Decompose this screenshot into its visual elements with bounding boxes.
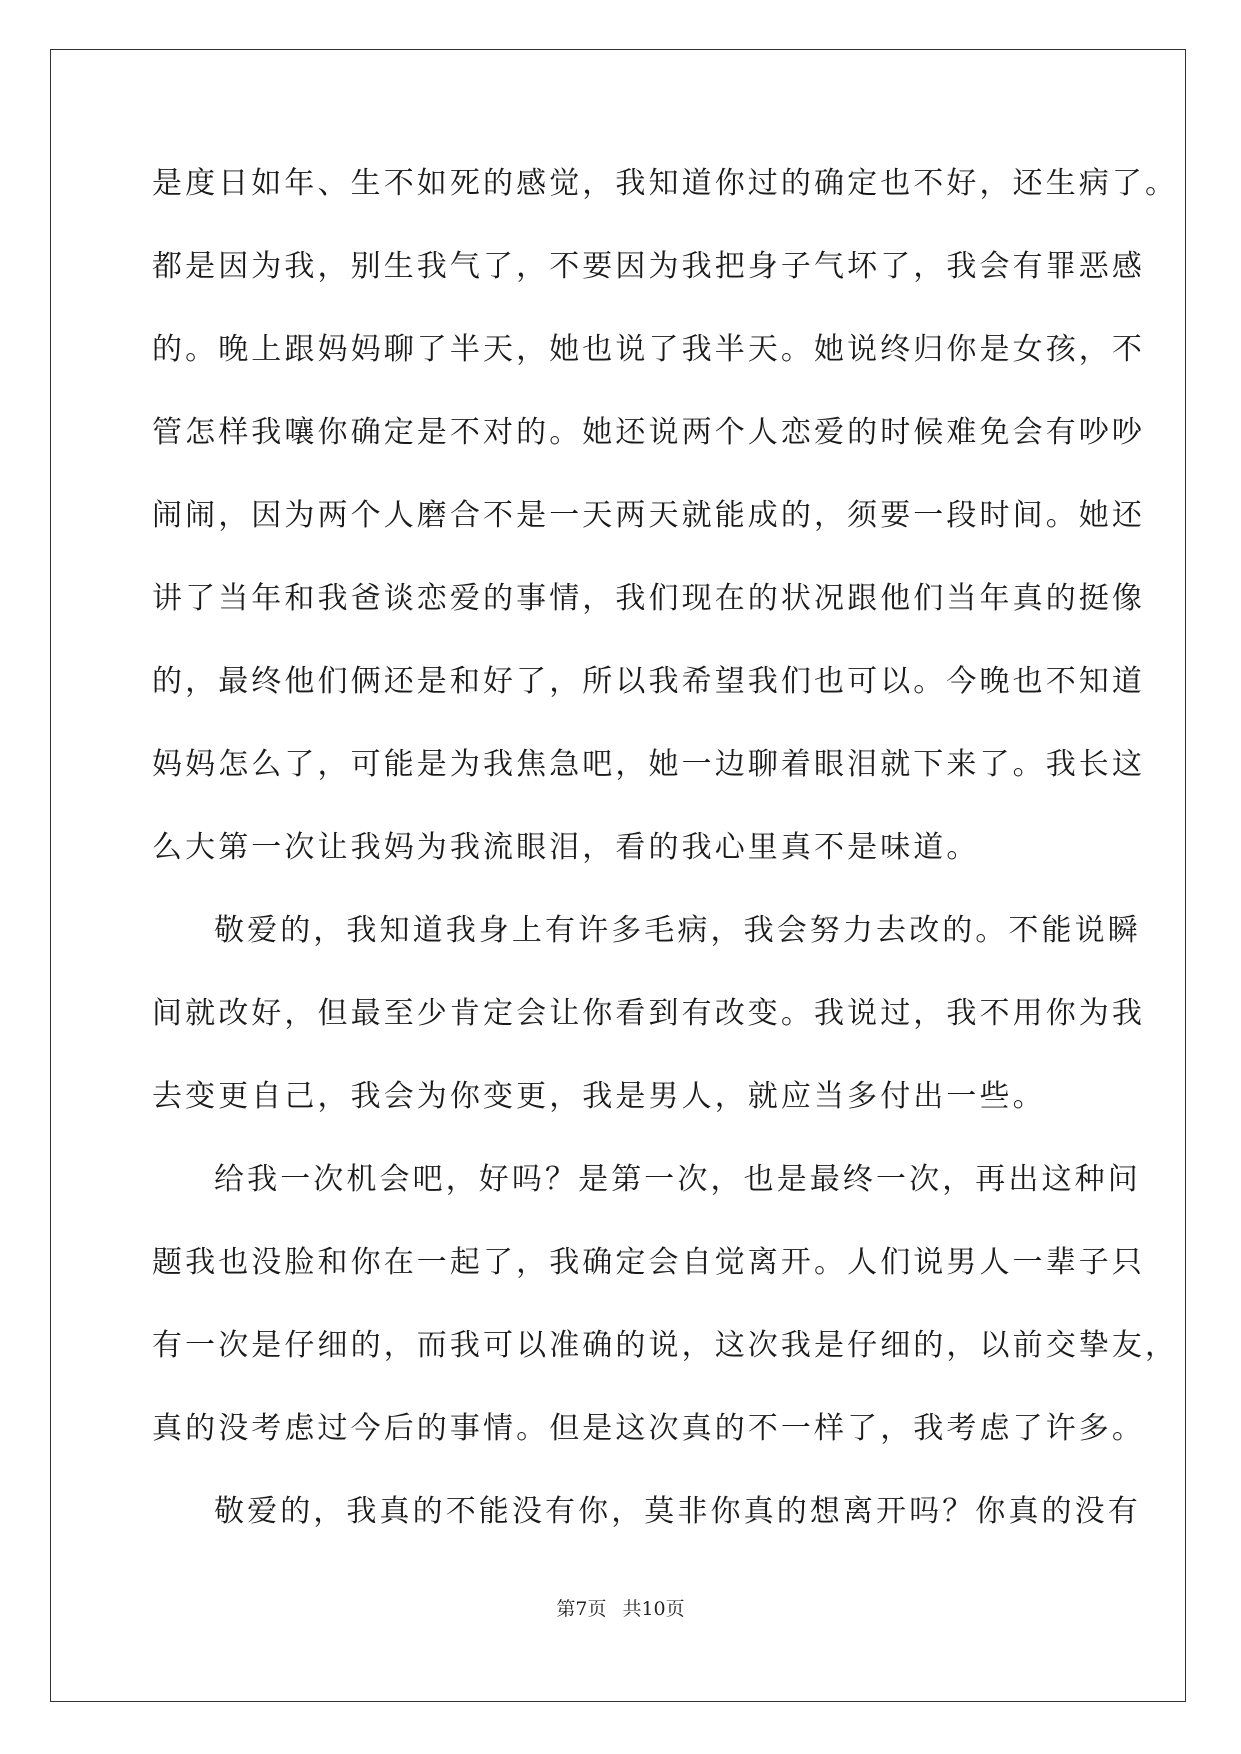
document-body: [152, 160, 1179, 1571]
text-line: 的。晚上跟妈妈聊了半天，她也说了我半天。她说终归你是女孩，不: [152, 332, 1145, 367]
text-line: 么大第一次让我妈为我流眼泪，看的我心里真不是味道。: [152, 830, 980, 865]
page-number-current: 第7页: [556, 1598, 607, 1620]
text-line: 是度日如年、生不如死的感觉，我知道你过的确定也不好，还生病了。: [152, 166, 1179, 201]
page-footer: [0, 1594, 1241, 1621]
paragraph-first-line: 敬爱的，我真的不能没有你，莫非你真的想离开吗？你真的没有: [214, 1494, 1141, 1529]
text-line: 题我也没脸和你在一起了，我确定会自觉离开。人们说男人一辈子只: [152, 1245, 1145, 1280]
page-number-total: 共10页: [622, 1598, 685, 1620]
paragraph-first-line: 给我一次机会吧，好吗？是第一次，也是最终一次，再出这种问: [214, 1162, 1141, 1197]
text-line: 讲了当年和我爸谈恋爱的事情，我们现在的状况跟他们当年真的挺像: [152, 581, 1145, 616]
text-line: 妈妈怎么了，可能是为我焦急吧，她一边聊着眼泪就下来了。我长这: [152, 747, 1145, 782]
text-line: 有一次是仔细的，而我可以准确的说，这次我是仔细的，以前交挚友，: [152, 1328, 1179, 1363]
text-line: 真的没考虑过今后的事情。但是这次真的不一样了，我考虑了许多。: [152, 1411, 1145, 1446]
text-line: 间就改好，但最至少肯定会让你看到有改变。我说过，我不用你为我: [152, 996, 1145, 1031]
paragraph-first-line: 敬爱的，我知道我身上有许多毛病，我会努力去改的。不能说瞬: [214, 913, 1141, 948]
text-line: 闹闹，因为两个人磨合不是一天两天就能成的，须要一段时间。她还: [152, 498, 1145, 533]
text-line: 去变更自己，我会为你变更，我是男人，就应当多付出一些。: [152, 1079, 1046, 1114]
text-line: 管怎样我嚷你确定是不对的。她还说两个人恋爱的时候难免会有吵吵: [152, 415, 1145, 450]
text-line: 都是因为我，别生我气了，不要因为我把身子气坏了，我会有罪恶感: [152, 249, 1145, 284]
text-line: 的，最终他们俩还是和好了，所以我希望我们也可以。今晚也不知道: [152, 664, 1145, 699]
